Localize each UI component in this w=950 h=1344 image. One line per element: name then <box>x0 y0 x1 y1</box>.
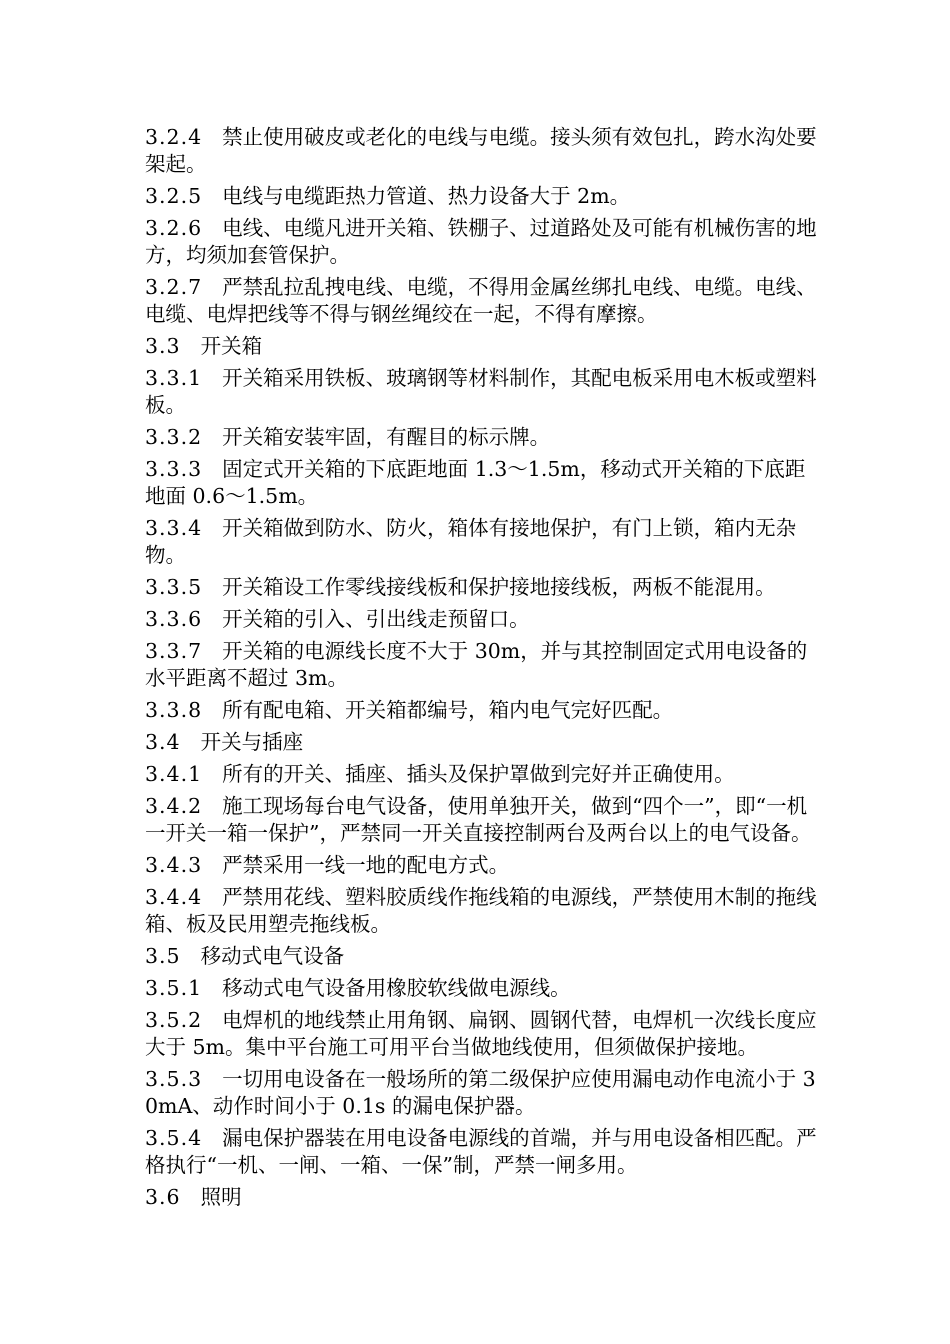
paragraph-3-2-5 <box>145 183 825 210</box>
section-title: 开关与插座 <box>200 730 304 754</box>
clause-number: 3.4.3 <box>145 853 203 877</box>
clause-number: 3.4.1 <box>145 762 203 786</box>
clause-number: 3.3.6 <box>145 607 203 631</box>
clause-text: 严禁采用一线一地的配电方式。 <box>222 853 510 877</box>
clause-text: 电线与电缆距热力管道、热力设备大于 2m。 <box>222 184 631 208</box>
clause-text: 严禁用花线、塑料胶质线作拖线箱的电源线，严禁使用木制的拖线箱、板及民用塑壳拖线板。 <box>145 885 817 936</box>
clause-number: 3.4.2 <box>145 794 203 818</box>
clause-text: 严禁乱拉乱拽电线、电缆，不得用金属丝绑扎电线、电缆。电线、电缆、电焊把线等不得与钢丝绳绞在一起，不得有摩擦。 <box>145 275 817 326</box>
paragraph-3-3-7 <box>145 638 825 692</box>
clause-text: 禁止使用破皮或老化的电线与电缆。接头须有效包扎，跨水沟处要架起。 <box>145 125 817 176</box>
clause-text: 开关箱做到防水、防火，箱体有接地保护，有门上锁，箱内无杂物。 <box>145 516 797 567</box>
paragraph-3-4-3 <box>145 852 825 879</box>
clause-text: 开关箱安装牢固，有醒目的标示牌。 <box>222 425 551 449</box>
clause-number: 3.2.5 <box>145 184 203 208</box>
section-heading-3-5 <box>145 943 825 970</box>
clause-number: 3.5.3 <box>145 1067 203 1091</box>
paragraph-3-3-3 <box>145 456 825 510</box>
document-page <box>145 124 825 1216</box>
clause-text: 施工现场每台电气设备，使用单独开关，做到“四个一”，即“一机一开关一箱一保护”，严禁同一开关直接控制两台及两台以上的电气设备。 <box>145 794 812 845</box>
clause-text: 所有的开关、插座、插头及保护罩做到完好并正确使用。 <box>222 762 735 786</box>
clause-text: 开关箱采用铁板、玻璃钢等材料制作，其配电板采用电木板或塑料板。 <box>145 366 817 417</box>
paragraph-3-5-4 <box>145 1125 825 1179</box>
clause-text: 开关箱设工作零线接线板和保护接地接线板，两板不能混用。 <box>222 575 776 599</box>
clause-text: 固定式开关箱的下底距地面 1.3～1.5m，移动式开关箱的下底距地面 0.6～1.5m。 <box>145 457 806 508</box>
paragraph-3-3-5 <box>145 574 825 601</box>
section-title: 开关箱 <box>200 334 263 358</box>
section-number: 3.6 <box>145 1185 181 1209</box>
clause-number: 3.3.7 <box>145 639 203 663</box>
paragraph-3-3-2 <box>145 424 825 451</box>
clause-text: 漏电保护器装在用电设备电源线的首端，并与用电设备相匹配。严格执行“一机、一闸、一箱、一保”制，严禁一闸多用。 <box>145 1126 817 1177</box>
clause-text: 开关箱的电源线长度不大于 30m，并与其控制固定式用电设备的水平距离不超过 3m。 <box>145 639 808 690</box>
section-number: 3.5 <box>145 944 181 968</box>
clause-number: 3.4.4 <box>145 885 203 909</box>
paragraph-3-4-1 <box>145 761 825 788</box>
clause-number: 3.5.4 <box>145 1126 203 1150</box>
clause-text: 所有配电箱、开关箱都编号，箱内电气完好匹配。 <box>222 698 674 722</box>
paragraph-3-5-2 <box>145 1007 825 1061</box>
clause-number: 3.5.2 <box>145 1008 203 1032</box>
clause-number: 3.3.2 <box>145 425 203 449</box>
paragraph-3-3-1 <box>145 365 825 419</box>
clause-text: 开关箱的引入、引出线走预留口。 <box>222 607 530 631</box>
clause-number: 3.5.1 <box>145 976 203 1000</box>
section-number: 3.3 <box>145 334 181 358</box>
paragraph-3-2-4 <box>145 124 825 178</box>
paragraph-3-4-2 <box>145 793 825 847</box>
section-title: 照明 <box>200 1185 242 1209</box>
clause-text: 一切用电设备在一般场所的第二级保护应使用漏电动作电流小于 30mA、动作时间小于 0.1s 的漏电保护器。 <box>145 1067 816 1118</box>
clause-number: 3.3.4 <box>145 516 203 540</box>
clause-number: 3.2.4 <box>145 125 203 149</box>
paragraph-3-2-6 <box>145 215 825 269</box>
clause-number: 3.2.7 <box>145 275 203 299</box>
paragraph-3-4-4 <box>145 884 825 938</box>
paragraph-3-3-4 <box>145 515 825 569</box>
clause-text: 电线、电缆凡进开关箱、铁棚子、过道路处及可能有机械伤害的地方，均须加套管保护。 <box>145 216 817 267</box>
clause-number: 3.3.3 <box>145 457 203 481</box>
clause-number: 3.3.8 <box>145 698 203 722</box>
clause-number: 3.3.5 <box>145 575 203 599</box>
clause-number: 3.3.1 <box>145 366 203 390</box>
section-heading-3-4 <box>145 729 825 756</box>
section-heading-3-6 <box>145 1184 825 1211</box>
paragraph-3-5-3 <box>145 1066 825 1120</box>
section-number: 3.4 <box>145 730 181 754</box>
clause-text: 移动式电气设备用橡胶软线做电源线。 <box>222 976 571 1000</box>
paragraph-3-2-7 <box>145 274 825 328</box>
clause-number: 3.2.6 <box>145 216 203 240</box>
paragraph-3-5-1 <box>145 975 825 1002</box>
clause-text: 电焊机的地线禁止用角钢、扁钢、圆钢代替，电焊机一次线长度应大于 5m。集中平台施工可用平台当做地线使用，但须做保护接地。 <box>145 1008 817 1059</box>
paragraph-3-3-6 <box>145 606 825 633</box>
paragraph-3-3-8 <box>145 697 825 724</box>
section-title: 移动式电气设备 <box>200 944 345 968</box>
section-heading-3-3 <box>145 333 825 360</box>
